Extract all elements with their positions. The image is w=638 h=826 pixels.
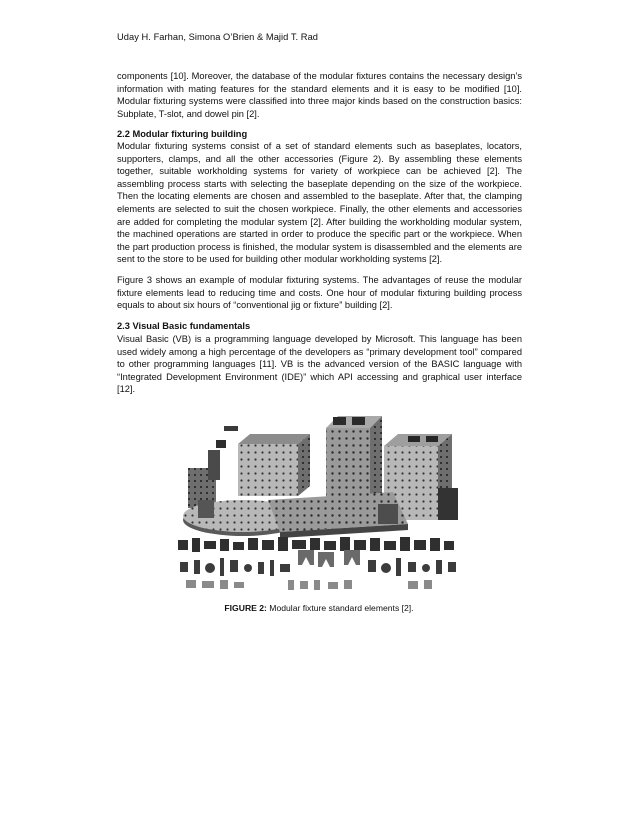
paragraph-text: Figure 3 shows an example of modular fixturing systems. The advantages of reuse the modular fixture elements lead to reducing time and costs. One hour of modular fixturing building process equals to about six hours of “conventional jig or fixture” building [2].	[117, 275, 522, 311]
fixture-elements-illustration	[168, 400, 468, 596]
paragraph-text: Visual Basic (VB) is a programming language developed by Microsoft. This language has been used widely among a high percentage of the developers as “primary development tool” compared to other programming languages [11]. VB is the advanced version of the BASIC language with “Integrated Development Environment (IDE)” which API accessing and graphical user interface [12].	[117, 334, 522, 395]
paragraph-intro	[117, 70, 522, 120]
section-heading-2-3: 2.3 Visual Basic fundamentals	[117, 321, 251, 331]
section-heading-2-2: 2.2 Modular fixturing building	[117, 129, 248, 139]
paragraph-visual-basic	[117, 333, 522, 396]
running-header-authors: Uday H. Farhan, Simona O’Brien & Majid T. Rad	[117, 32, 319, 42]
paragraph-modular-building	[117, 140, 522, 266]
figure-modular-elements-photo	[168, 400, 468, 596]
paragraph-text: Modular fixturing systems consist of a set of standard elements such as baseplates, locators, supporters, clamps, and all the other accessories (Figure 2). By assembling these elements together, suitable workholding systems for variety of workpiece can be achieved [2]. The assembling process starts with selecting the baseplate depending on the size of the workpiece. Then the locating elements are chosen and assembled to the baseplate. After that, the clamping elements are selected to suit the chosen workpiece. Finally, the other elements and accessories are added for completing the modular system [2]. After building the workholding modular system, the machined operations are started in order to produce the specific part or the workpiece. When the part production process is finished, the modular system is disassembled and the elements are sent to the store to be used for building other modular workholding systems [2].	[117, 141, 522, 265]
figure-caption-text: Modular fixture standard elements [2].	[266, 603, 414, 613]
paragraph-figure3	[117, 274, 522, 312]
figure-caption	[0, 603, 638, 613]
figure-label: FIGURE 2:	[224, 603, 267, 613]
paragraph-text: components [10]. Moreover, the database of the modular fixtures contains the necessary design’s information with mating features for the standard elements and it is easy to be modified [10]. Modular fixturing systems were classified into three major kinds based on the construction basics: Subplate, T-slot, and dowel pin [2].	[117, 71, 522, 119]
